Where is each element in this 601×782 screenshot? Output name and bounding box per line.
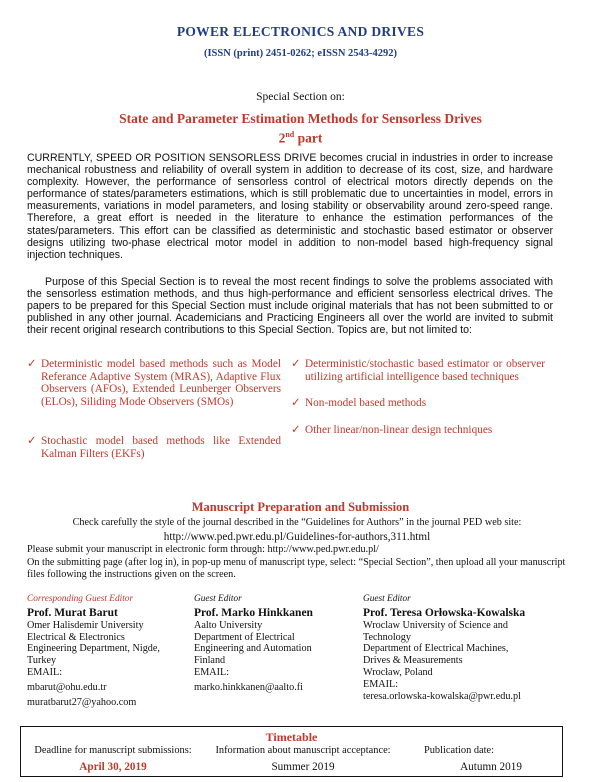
topic-item (291, 358, 545, 383)
editor-email[interactable]: marko.hinkkanen@aalto.fi (194, 681, 303, 693)
issn-line: (ISSN (print) 2451-0262; eISSN 2543-4292) (203, 48, 398, 59)
checkmark-icon: ✓ (291, 397, 301, 410)
journal-title: POWER ELECTRONICS AND DRIVES (176, 24, 425, 39)
checkmark-icon: ✓ (27, 358, 37, 370)
acceptance-label: Information about manuscript acceptance: (215, 745, 391, 756)
special-section-title: State and Parameter Estimation Methods for Sensorless Drives (119, 111, 482, 126)
deadline-value: April 30, 2019 (79, 761, 147, 773)
upload-instruction: On the submitting page (after log in), in pop-up menu of manuscript type, select: “Special Section”, then upload all your manuscript files following the instructions given on the screen. (27, 557, 566, 580)
editor-affiliation-line: Electrical & Electronics (27, 631, 125, 643)
topic-item (291, 397, 545, 410)
checkmark-icon: ✓ (291, 358, 301, 370)
editor-affiliation-line: Aalto University (194, 619, 263, 631)
editor-affiliation-line: Omer Halisdemir University (27, 619, 144, 631)
purpose-paragraph: Purpose of this Special Section is to reveal the most recent findings to solve the problems associated with the sensorless estimation methods, and thus high-performance and efficient sensorless electrical drives. The papers to be prepared for this Special Section must include original materials that has not been submitted to or published in any other journal. Academicians and Practicing Engineers all over the world are invited to submit their recent original research contributions to this Special Section. Topics are, but not limited to: (27, 276, 553, 337)
editor-card-hinkkanen (194, 594, 354, 694)
email-label: EMAIL: (27, 666, 63, 678)
checkmark-icon: ✓ (27, 435, 37, 448)
editor-affiliation-line: Wroclaw University of Science and (363, 619, 508, 631)
part-label (0, 130, 601, 147)
topic-text: Other linear/non-linear design techniques (305, 423, 493, 436)
editor-role: Guest Editor (194, 594, 242, 604)
editor-affiliation-line: Department of Electrical (194, 631, 295, 643)
editor-card-orlowska-kowalska (363, 594, 567, 702)
topic-text: Stochastic model based methods like Extended Kalman Filters (EKFs) (41, 435, 281, 460)
topics-right-column (291, 358, 545, 436)
editor-email[interactable]: mbarut@ohu.edu.tr (27, 681, 107, 693)
topic-item (291, 424, 545, 437)
submission-instruction: Please submit your manuscript in electronic form through: http://www.ped.pwr.edu.pl/ (27, 544, 379, 555)
editor-email[interactable]: teresa.orlowska-kowalska@pwr.edu.pl (363, 690, 521, 702)
editor-role: Corresponding Guest Editor (27, 594, 134, 604)
manuscript-heading: Manuscript Preparation and Submission (191, 500, 410, 514)
timetable-box (20, 726, 563, 777)
topic-item (27, 435, 281, 460)
acceptance-value: Summer 2019 (271, 761, 335, 773)
publication-value: Autumn 2019 (460, 761, 522, 773)
editor-name: Prof. Teresa Orłowska-Kowalska (363, 606, 526, 619)
editor-affiliation-line: Finland (194, 655, 226, 667)
deadline-label: Deadline for manuscript submissions: (34, 745, 192, 756)
editor-name: Prof. Marko Hinkkanen (194, 606, 313, 619)
editor-affiliation-line: Turkey (27, 655, 57, 667)
email-label: EMAIL: (363, 678, 399, 690)
topic-text: Non-model based methods (305, 397, 427, 410)
email-label: EMAIL: (194, 666, 230, 678)
timetable-title: Timetable (265, 730, 318, 744)
publication-label: Publication date: (423, 745, 495, 756)
editor-role: Guest Editor (363, 594, 411, 604)
editor-affiliation-line: Wrocław, Poland (363, 666, 433, 678)
editor-name: Prof. Murat Barut (27, 606, 118, 619)
part-number: 2 (278, 130, 286, 146)
intro-paragraph: CURRENTLY, SPEED OR POSITION SENSORLESS DRIVE becomes crucial in industries in order to increase mechanical robustness and reliability of overall system in addition to decrease of its cost, size, and hardware complexity. However, the performance of sensorless control of electrical motors directly depends on the performance of states/parameters estimations, which is still problematic due to uncertainties in model, errors in measurements, variations in model parameters, and losing stability or observability around zero-speed range. Therefore, a great effort is needed in the literature to enhance the estimation performances of the states/parameters. This effort can be classified as deterministic and stochastic based estimator or observer designs utilizing two-phase electrical motor model in addition to non-model based high-frequency signal injection techniques. (27, 152, 553, 261)
special-section-label: Special Section on: (256, 91, 345, 103)
editor-card-barut (27, 594, 187, 708)
part-ordinal-suffix: nd (285, 130, 295, 139)
topic-text: Deterministic/stochastic based estimator or observer utilizing artificial intelligence based techniques (305, 358, 545, 383)
topics-left-column (27, 358, 281, 461)
part-word: part (294, 130, 323, 146)
editor-affiliation-line: Engineering Department, Nigde, (27, 643, 160, 655)
editor-email[interactable]: muratbarut27@yahoo.com (27, 696, 137, 708)
editor-affiliation-line: Engineering and Automation (194, 643, 312, 655)
editor-affiliation-line: Technology (363, 631, 411, 643)
guidelines-instruction: Check carefully the style of the journal described in the “Guidelines for Authors” in the journal PED web site: (72, 517, 522, 528)
guidelines-link[interactable]: http://www.ped.pwr.edu.pl/Guidelines-for-authors,311.html (163, 531, 431, 543)
editor-affiliation-line: Department of Electrical Machines, (363, 643, 509, 655)
editor-affiliation-line: Drives & Measurements (363, 655, 463, 667)
checkmark-icon: ✓ (291, 423, 301, 436)
topic-item (27, 358, 281, 408)
topic-text: Deterministic model based methods such as Model Referance Adaptive System (MRAS), Adaptive Flux Observers (AFOs), Extended Leunberger Observers (ELOs), Siliding Mode Observers (SMOs) (41, 358, 281, 408)
